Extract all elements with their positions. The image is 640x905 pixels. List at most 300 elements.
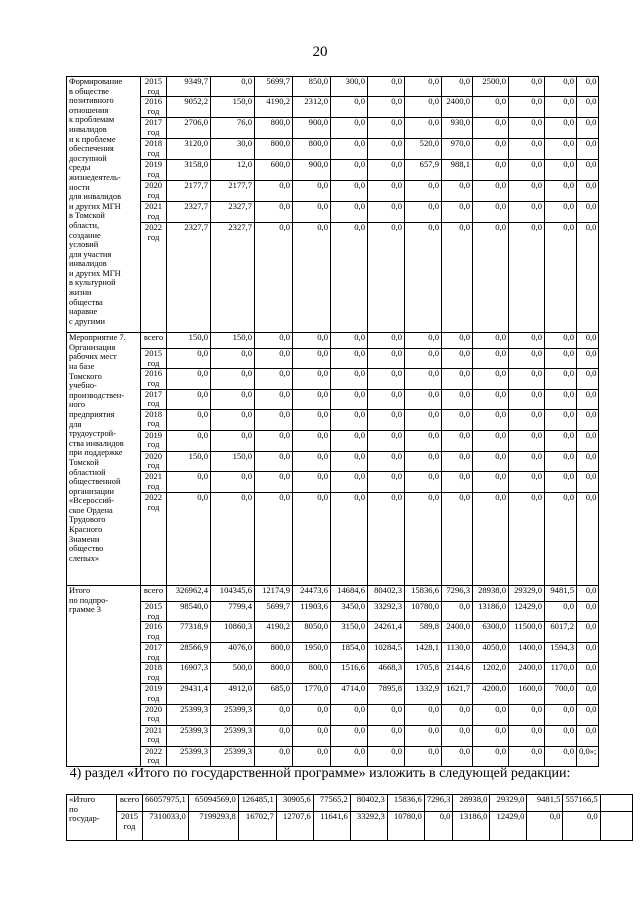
- value-cell: 0,0: [331, 704, 368, 725]
- value-cell: 0,0: [255, 202, 293, 223]
- value-cell: 0,0: [545, 349, 577, 369]
- value-cell: 0,0: [577, 202, 599, 223]
- value-cell: 0,0: [368, 409, 405, 430]
- value-cell: 0,0: [405, 451, 442, 471]
- value-cell: 4190,2: [255, 97, 293, 118]
- value-cell: 0,0: [545, 181, 577, 202]
- value-cell: 0,0: [211, 349, 255, 369]
- value-cell: 0,0: [577, 97, 599, 118]
- value-cell: 0,0: [442, 704, 473, 725]
- value-cell: 589,8: [405, 622, 442, 643]
- value-cell: 12707,6: [276, 812, 313, 841]
- value-cell: 0,0: [331, 181, 368, 202]
- value-cell: 15836,6: [387, 795, 424, 812]
- value-cell: 2327,7: [167, 202, 211, 223]
- value-cell: 0,0: [473, 160, 509, 181]
- value-cell: 0,0: [442, 409, 473, 430]
- value-cell: 970,0: [442, 139, 473, 160]
- value-cell: 24261,4: [368, 622, 405, 643]
- value-cell: 0,0: [293, 492, 331, 585]
- value-cell: 0,0: [331, 369, 368, 389]
- table-row: [67, 389, 599, 409]
- value-cell: 0,0: [577, 160, 599, 181]
- period-cell: 2017 год: [141, 643, 167, 663]
- value-cell: 0,0: [167, 409, 211, 430]
- value-cell: 0,0: [442, 471, 473, 492]
- period-cell: 2015 год: [141, 601, 167, 621]
- value-cell: 0,0: [577, 451, 599, 471]
- value-cell: 0,0: [167, 492, 211, 585]
- value-cell: 1332,9: [405, 684, 442, 704]
- value-cell: 0,0: [368, 451, 405, 471]
- table-row: [67, 725, 599, 746]
- value-cell: 0,0: [368, 139, 405, 160]
- value-cell: 7296,3: [442, 585, 473, 601]
- value-cell: 2327,7: [211, 202, 255, 223]
- period-cell: всего: [141, 333, 167, 349]
- value-cell: 800,0: [255, 663, 293, 684]
- value-cell: 0,0: [368, 202, 405, 223]
- value-cell: 0,0: [211, 471, 255, 492]
- value-cell: 0,0: [368, 492, 405, 585]
- value-cell: 25399,3: [211, 725, 255, 746]
- value-cell: 0,0: [545, 97, 577, 118]
- period-cell: 2016 год: [141, 97, 167, 118]
- table-row: [67, 746, 599, 766]
- value-cell: 0,0: [545, 601, 577, 621]
- value-cell: 0,0: [331, 389, 368, 409]
- value-cell: 12429,0: [509, 601, 545, 621]
- value-cell: 0,0: [405, 492, 442, 585]
- value-cell: 126485,1: [238, 795, 276, 812]
- value-cell: 0,0: [577, 369, 599, 389]
- value-cell: 0,0: [577, 643, 599, 663]
- value-cell: 0,0: [509, 202, 545, 223]
- value-cell: 0,0: [545, 746, 577, 766]
- value-cell: 0,0: [368, 746, 405, 766]
- value-cell: 0,0: [545, 492, 577, 585]
- value-cell: 30905,6: [276, 795, 313, 812]
- value-cell: 0,0: [442, 181, 473, 202]
- value-cell: 0,0: [442, 430, 473, 451]
- value-cell: 16907,3: [167, 663, 211, 684]
- value-cell: 14684,6: [331, 585, 368, 601]
- value-cell: 0,0: [167, 430, 211, 451]
- value-cell: 5699,7: [255, 601, 293, 621]
- table-row: [67, 369, 599, 389]
- value-cell: 0,0: [545, 389, 577, 409]
- value-cell: 0,0: [368, 77, 405, 97]
- value-cell: 0,0: [293, 202, 331, 223]
- value-cell: 0,0: [255, 451, 293, 471]
- value-cell: 0,0: [509, 725, 545, 746]
- value-cell: 0,0: [545, 77, 577, 97]
- value-cell: 0,0: [368, 389, 405, 409]
- value-cell: 0,0: [405, 430, 442, 451]
- value-cell: 13186,0: [453, 812, 490, 841]
- value-cell: 25399,3: [167, 725, 211, 746]
- value-cell: 15836,6: [405, 585, 442, 601]
- value-cell: 2312,0: [293, 97, 331, 118]
- period-cell: 2022 год: [141, 492, 167, 585]
- value-cell: 0,0: [545, 160, 577, 181]
- value-cell: 0,0: [577, 118, 599, 139]
- value-cell: 0,0: [509, 471, 545, 492]
- value-cell: 0,0: [167, 349, 211, 369]
- table-row: [67, 97, 599, 118]
- value-cell: 1516,6: [331, 663, 368, 684]
- value-cell: 657,9: [405, 160, 442, 181]
- value-cell: 0,0: [473, 369, 509, 389]
- value-cell: 0,0: [545, 118, 577, 139]
- value-cell: 0,0: [473, 725, 509, 746]
- value-cell: 77565,2: [313, 795, 350, 812]
- value-cell: 0,0: [545, 202, 577, 223]
- value-cell: 0,0: [577, 430, 599, 451]
- value-cell: 7799,4: [211, 601, 255, 621]
- value-cell: 0,0: [405, 118, 442, 139]
- value-cell: 0,0: [577, 181, 599, 202]
- value-cell: 0,0: [545, 704, 577, 725]
- value-cell: 1600,0: [509, 684, 545, 704]
- value-cell: 0,0: [211, 430, 255, 451]
- value-cell: 0,0: [405, 202, 442, 223]
- value-cell: 1594,3: [545, 643, 577, 663]
- value-cell: 0,0: [509, 77, 545, 97]
- value-cell: 0,0: [473, 451, 509, 471]
- value-cell: 0,0: [331, 97, 368, 118]
- table-row: [67, 160, 599, 181]
- value-cell: 0,0: [331, 333, 368, 349]
- blank-cell: [600, 795, 632, 812]
- row-description: Формирование в обществе позитивного отношения к проблемам инвалидов и к проблеме обеспечения доступной среды жизнедеятель- ности для инвалидов и других МГН в Томской области, создание условий для участия инвалидов и других МГН в культурной жизни общества наравне с другими: [67, 77, 141, 333]
- value-cell: 0,0: [211, 77, 255, 97]
- value-cell: 0,0: [442, 601, 473, 621]
- value-cell: 0,0: [255, 223, 293, 333]
- period-cell: 2016 год: [141, 369, 167, 389]
- value-cell: 33292,3: [368, 601, 405, 621]
- value-cell: 0,0: [167, 389, 211, 409]
- value-cell: 66057975,1: [143, 795, 189, 812]
- value-cell: 4668,3: [368, 663, 405, 684]
- table-row: [67, 77, 599, 97]
- value-cell: 0,0: [255, 409, 293, 430]
- value-cell: 0,0: [545, 725, 577, 746]
- value-cell: 0,0: [255, 704, 293, 725]
- value-cell: 0,0: [577, 223, 599, 333]
- period-cell: 2016 год: [141, 622, 167, 643]
- value-cell: 0,0: [577, 471, 599, 492]
- value-cell: 150,0: [211, 333, 255, 349]
- value-cell: 0,0: [473, 409, 509, 430]
- value-cell: 0,0: [331, 492, 368, 585]
- value-cell: 1170,0: [545, 663, 577, 684]
- table-row: [67, 601, 599, 621]
- value-cell: 0,0: [293, 451, 331, 471]
- period-cell: всего: [141, 585, 167, 601]
- value-cell: 0,0: [405, 369, 442, 389]
- value-cell: 0,0: [167, 369, 211, 389]
- value-cell: 0,0: [211, 389, 255, 409]
- value-cell: 0,0: [545, 369, 577, 389]
- value-cell: 0,0: [293, 430, 331, 451]
- value-cell: 0,0: [405, 409, 442, 430]
- value-cell: 988,1: [442, 160, 473, 181]
- value-cell: 0,0: [442, 202, 473, 223]
- value-cell: 0,0: [293, 725, 331, 746]
- value-cell: 0,0: [509, 160, 545, 181]
- value-cell: 1400,0: [509, 643, 545, 663]
- value-cell: 0,0: [563, 812, 600, 841]
- value-cell: 0,0: [509, 139, 545, 160]
- value-cell: 0,0: [368, 725, 405, 746]
- value-cell: 0,0: [405, 704, 442, 725]
- value-cell: 800,0: [255, 643, 293, 663]
- period-cell: 2017 год: [141, 389, 167, 409]
- period-cell: 2021 год: [141, 202, 167, 223]
- value-cell: 0,0: [509, 181, 545, 202]
- value-cell: 4200,0: [473, 684, 509, 704]
- period-cell: 2018 год: [141, 139, 167, 160]
- value-cell: 0,0: [545, 333, 577, 349]
- value-cell: 0,0: [509, 409, 545, 430]
- value-cell: 25399,3: [211, 704, 255, 725]
- period-cell: 2020 год: [141, 704, 167, 725]
- value-cell: 0,0: [255, 471, 293, 492]
- value-cell: 0,0: [211, 409, 255, 430]
- value-cell: 5699,7: [255, 77, 293, 97]
- value-cell: 3150,0: [331, 622, 368, 643]
- value-cell: 10860,3: [211, 622, 255, 643]
- value-cell: 29329,0: [490, 795, 527, 812]
- table-row: [67, 430, 599, 451]
- value-cell: 65094569,0: [188, 795, 238, 812]
- value-cell: 9052,2: [167, 97, 211, 118]
- value-cell: 3120,0: [167, 139, 211, 160]
- value-cell: 2144,6: [442, 663, 473, 684]
- period-cell: 2018 год: [141, 409, 167, 430]
- value-cell: 28938,0: [473, 585, 509, 601]
- value-cell: 25399,3: [167, 704, 211, 725]
- value-cell: 0,0: [442, 746, 473, 766]
- value-cell: 930,0: [442, 118, 473, 139]
- value-cell: 0,0: [255, 492, 293, 585]
- value-cell: 0,0: [442, 333, 473, 349]
- value-cell: 0,0: [255, 746, 293, 766]
- value-cell: 0,0: [442, 451, 473, 471]
- value-cell: 1705,8: [405, 663, 442, 684]
- row-description: Итого по подпро- грамме 3: [67, 585, 141, 766]
- value-cell: 77318,9: [167, 622, 211, 643]
- table-row: [67, 684, 599, 704]
- period-cell: 2019 год: [141, 684, 167, 704]
- value-cell: 3158,0: [167, 160, 211, 181]
- value-cell: 0,0: [577, 139, 599, 160]
- value-cell: 16702,7: [238, 812, 276, 841]
- value-cell: 0,0: [577, 663, 599, 684]
- value-cell: 0,0: [509, 746, 545, 766]
- table-row: [67, 585, 599, 601]
- value-cell: 0,0: [405, 725, 442, 746]
- value-cell: 0,0: [293, 181, 331, 202]
- value-cell: 0,0: [293, 746, 331, 766]
- table-row: [67, 812, 633, 841]
- value-cell: 0,0: [405, 349, 442, 369]
- value-cell: 33292,3: [350, 812, 387, 841]
- value-cell: 0,0: [509, 223, 545, 333]
- value-cell: 150,0: [167, 333, 211, 349]
- value-cell: 1770,0: [293, 684, 331, 704]
- value-cell: 6017,2: [545, 622, 577, 643]
- value-cell: 0,0: [545, 451, 577, 471]
- program-total-table: [66, 794, 633, 841]
- value-cell: 0,0: [293, 223, 331, 333]
- table-row: [67, 139, 599, 160]
- value-cell: 0,0: [577, 725, 599, 746]
- value-cell: 2400,0: [509, 663, 545, 684]
- period-cell: всего: [117, 795, 143, 812]
- value-cell: 150,0: [211, 451, 255, 471]
- value-cell: 0,0: [368, 181, 405, 202]
- table-row: [67, 704, 599, 725]
- value-cell: 0,0: [527, 812, 563, 841]
- value-cell: 0,0: [405, 746, 442, 766]
- value-cell: 0,0»;: [577, 746, 599, 766]
- value-cell: 1202,0: [473, 663, 509, 684]
- value-cell: 0,0: [368, 223, 405, 333]
- value-cell: 7199293,8: [188, 812, 238, 841]
- value-cell: 6300,0: [473, 622, 509, 643]
- page-number: 20: [312, 44, 328, 60]
- subprogram-3-table: [66, 76, 599, 767]
- value-cell: 0,0: [509, 97, 545, 118]
- value-cell: 2327,7: [167, 223, 211, 333]
- value-cell: 11903,6: [293, 601, 331, 621]
- value-cell: 0,0: [442, 389, 473, 409]
- value-cell: 12,0: [211, 160, 255, 181]
- value-cell: 520,0: [405, 139, 442, 160]
- value-cell: 0,0: [331, 223, 368, 333]
- value-cell: 1950,0: [293, 643, 331, 663]
- value-cell: 0,0: [331, 118, 368, 139]
- value-cell: 700,0: [545, 684, 577, 704]
- value-cell: 0,0: [293, 333, 331, 349]
- value-cell: 0,0: [473, 118, 509, 139]
- value-cell: 0,0: [545, 409, 577, 430]
- value-cell: 2500,0: [473, 77, 509, 97]
- value-cell: 0,0: [442, 223, 473, 333]
- value-cell: 0,0: [473, 333, 509, 349]
- value-cell: 98540,0: [167, 601, 211, 621]
- value-cell: 2177,7: [211, 181, 255, 202]
- value-cell: 0,0: [368, 349, 405, 369]
- value-cell: 80402,3: [368, 585, 405, 601]
- value-cell: 0,0: [509, 369, 545, 389]
- value-cell: 7895,8: [368, 684, 405, 704]
- value-cell: 10284,5: [368, 643, 405, 663]
- value-cell: 11641,6: [313, 812, 350, 841]
- value-cell: 0,0: [331, 202, 368, 223]
- value-cell: 0,0: [331, 409, 368, 430]
- value-cell: 0,0: [509, 333, 545, 349]
- value-cell: 0,0: [442, 369, 473, 389]
- value-cell: 0,0: [293, 704, 331, 725]
- value-cell: 0,0: [331, 430, 368, 451]
- table-row: [67, 349, 599, 369]
- value-cell: 12429,0: [490, 812, 527, 841]
- period-cell: 2020 год: [141, 181, 167, 202]
- value-cell: 0,0: [509, 451, 545, 471]
- value-cell: 8050,0: [293, 622, 331, 643]
- value-cell: 800,0: [255, 118, 293, 139]
- row-description: Мероприятие 7. Организация рабочих мест на базе Томского учебно- производствен- ного предприятия для трудоустрой- ства инвалидов при поддержке Томской областной общественной организации «Всероссий- ское Ордена Трудового Красного Знамени общество слепых»: [67, 333, 141, 586]
- value-cell: 7310033,0: [143, 812, 189, 841]
- value-cell: 29329,0: [509, 585, 545, 601]
- value-cell: 0,0: [442, 725, 473, 746]
- instruction-text: 4) раздел «Итого по государственной программе» изложить в следующей редакции:: [69, 766, 571, 781]
- period-cell: 2015 год: [141, 77, 167, 97]
- value-cell: 11500,0: [509, 622, 545, 643]
- value-cell: 0,0: [331, 746, 368, 766]
- period-cell: 2015 год: [141, 349, 167, 369]
- value-cell: 0,0: [509, 430, 545, 451]
- value-cell: 0,0: [545, 471, 577, 492]
- value-cell: 0,0: [368, 369, 405, 389]
- value-cell: 0,0: [577, 704, 599, 725]
- value-cell: 0,0: [255, 333, 293, 349]
- value-cell: 0,0: [331, 139, 368, 160]
- value-cell: 0,0: [211, 369, 255, 389]
- value-cell: 4912,0: [211, 684, 255, 704]
- value-cell: 0,0: [255, 389, 293, 409]
- value-cell: 9481,5: [545, 585, 577, 601]
- table-row: [67, 223, 599, 333]
- value-cell: 80402,3: [350, 795, 387, 812]
- value-cell: 0,0: [509, 704, 545, 725]
- period-cell: 2020 год: [141, 451, 167, 471]
- value-cell: 0,0: [577, 684, 599, 704]
- value-cell: 0,0: [577, 333, 599, 349]
- value-cell: 0,0: [211, 492, 255, 585]
- value-cell: 0,0: [473, 223, 509, 333]
- value-cell: 0,0: [368, 471, 405, 492]
- value-cell: 104345,6: [211, 585, 255, 601]
- value-cell: 0,0: [293, 409, 331, 430]
- value-cell: 0,0: [368, 160, 405, 181]
- value-cell: 0,0: [577, 349, 599, 369]
- value-cell: 0,0: [545, 223, 577, 333]
- value-cell: 326962,4: [167, 585, 211, 601]
- value-cell: 0,0: [577, 492, 599, 585]
- value-cell: 0,0: [473, 471, 509, 492]
- table-row: [67, 663, 599, 684]
- value-cell: 2400,0: [442, 97, 473, 118]
- value-cell: 800,0: [293, 139, 331, 160]
- value-cell: 0,0: [424, 812, 453, 841]
- value-cell: 0,0: [405, 77, 442, 97]
- value-cell: 0,0: [545, 430, 577, 451]
- value-cell: 0,0: [577, 389, 599, 409]
- table-row: [67, 202, 599, 223]
- value-cell: 0,0: [405, 389, 442, 409]
- value-cell: 0,0: [473, 430, 509, 451]
- value-cell: 29431,4: [167, 684, 211, 704]
- table-row: [67, 181, 599, 202]
- value-cell: 25399,3: [167, 746, 211, 766]
- value-cell: 2327,7: [211, 223, 255, 333]
- period-cell: 2019 год: [141, 430, 167, 451]
- value-cell: 0,0: [509, 492, 545, 585]
